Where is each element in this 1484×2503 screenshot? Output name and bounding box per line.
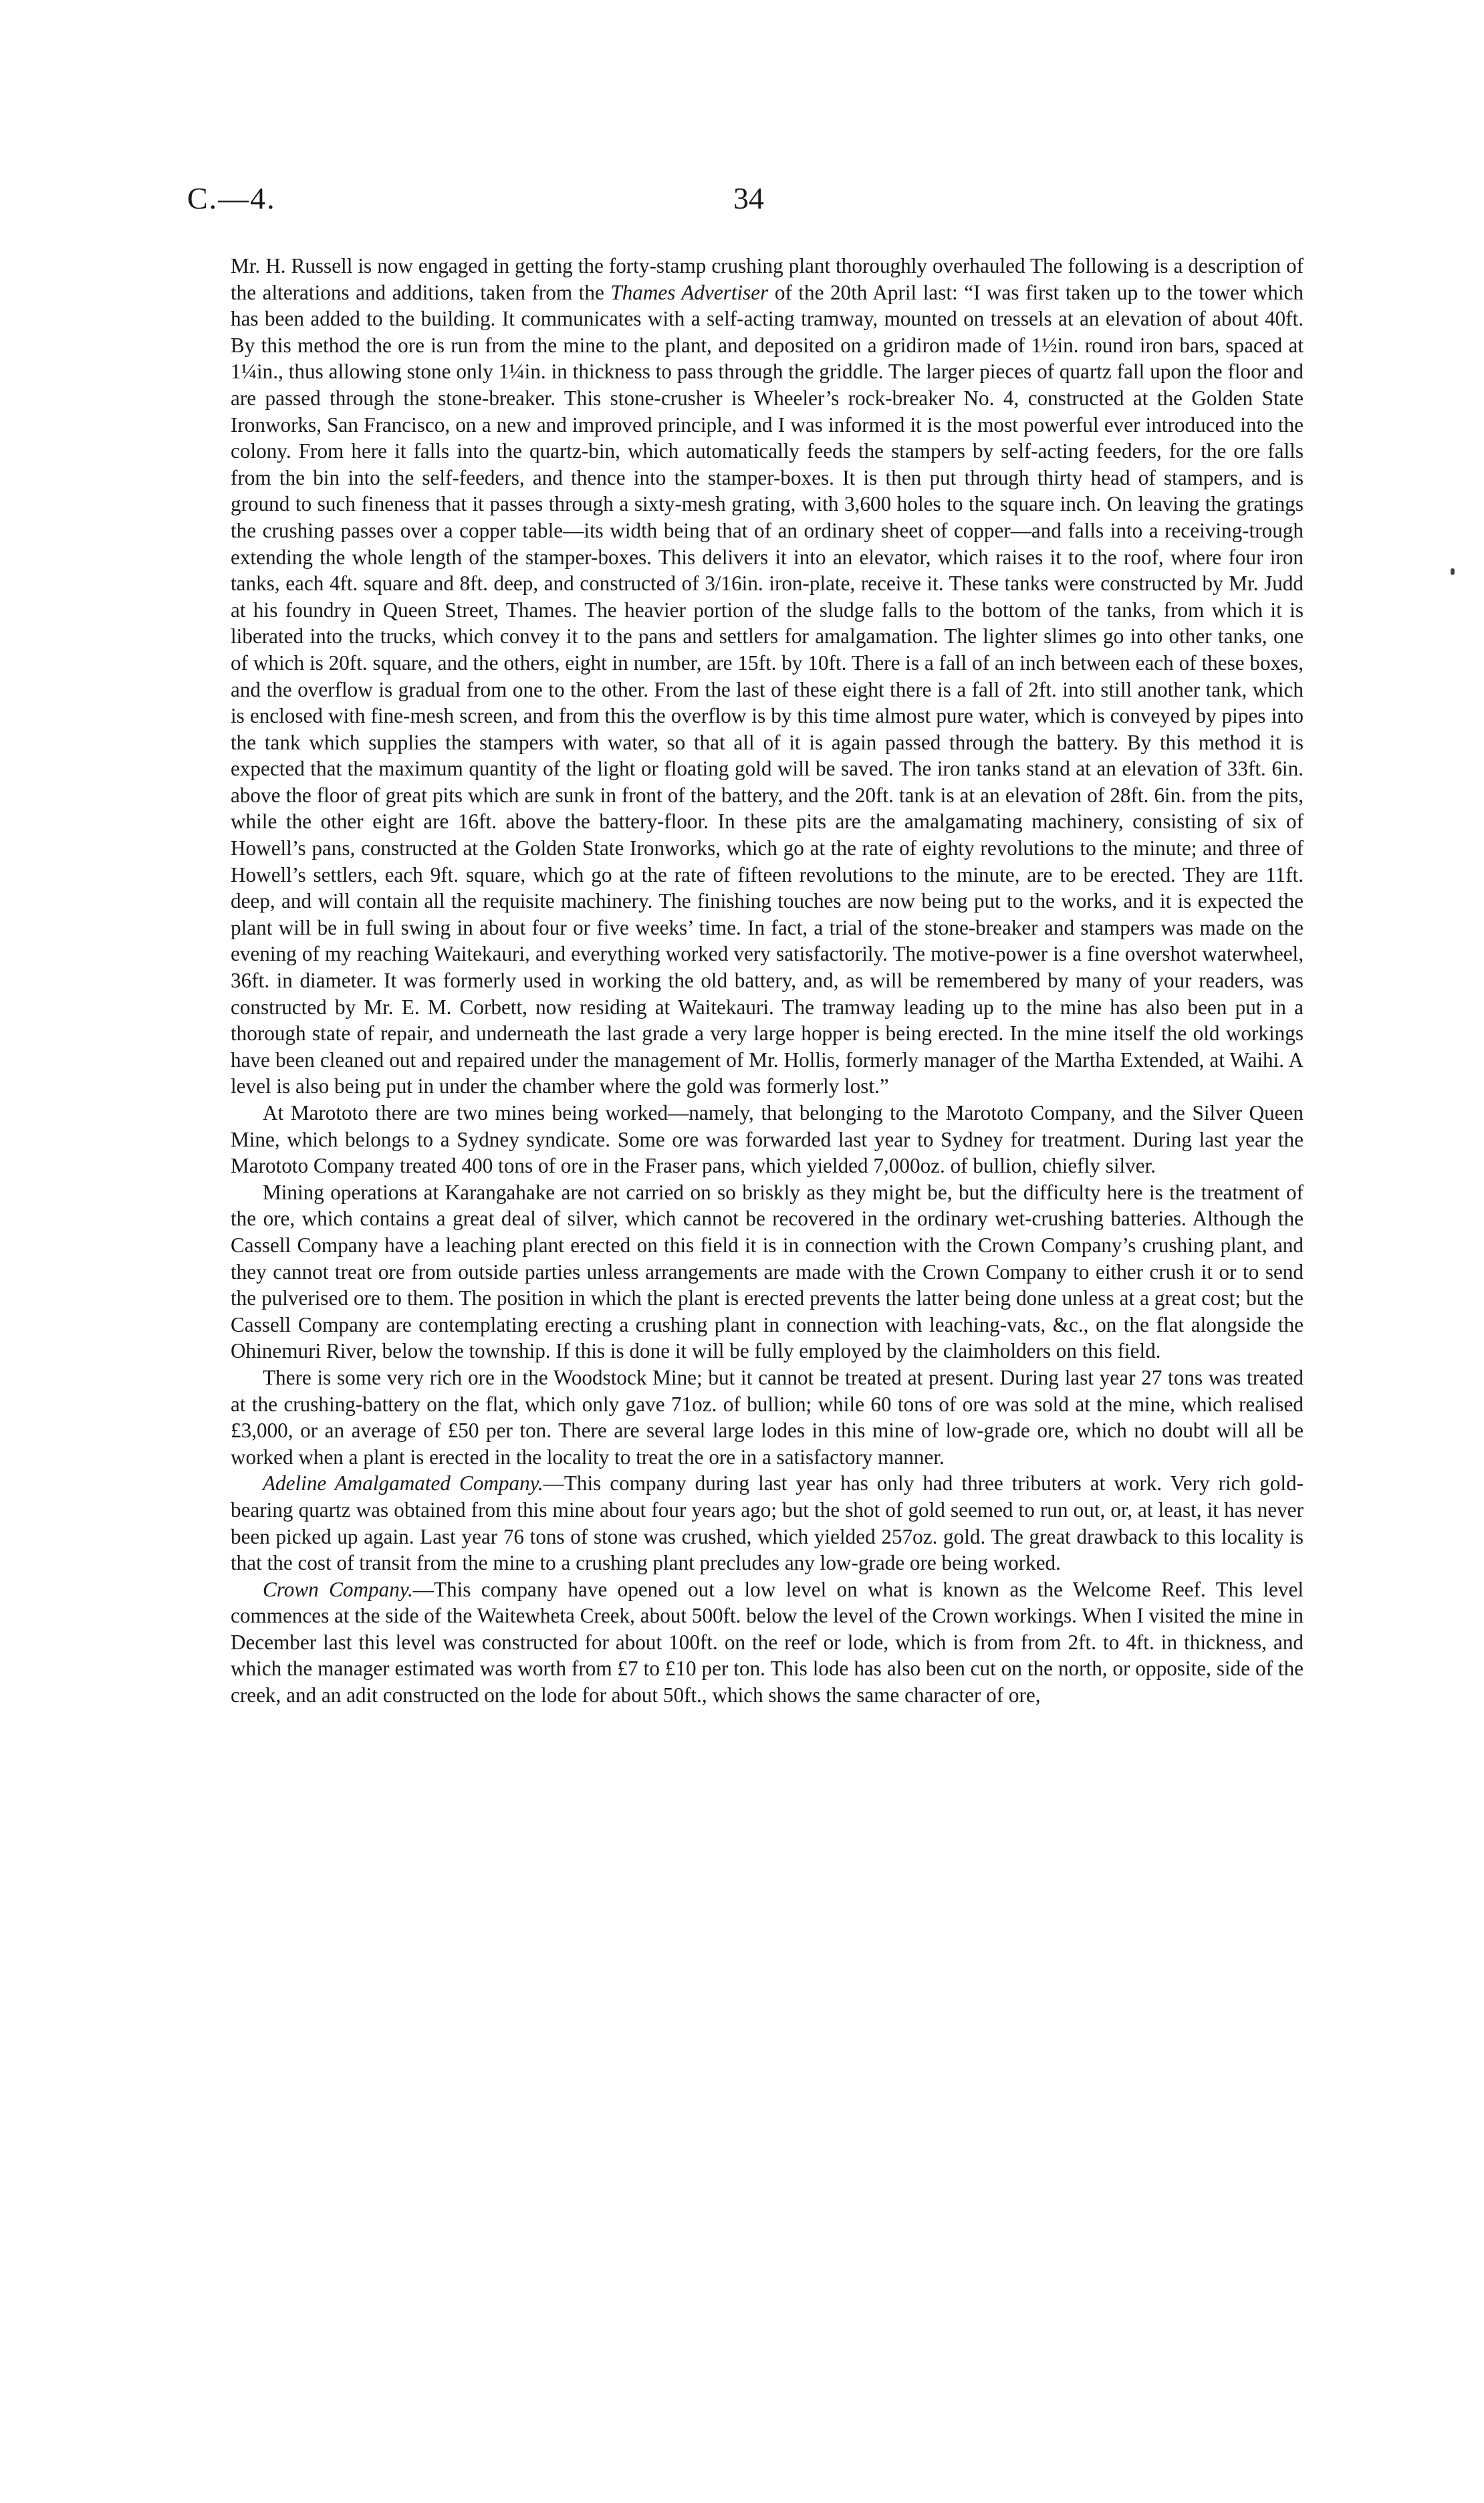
paragraph-karangahake xyxy=(231,1179,1304,1364)
text-run: There is some very rich ore in the Woodstock Mine; but it cannot be treated at present. During last year 27 tons was treated at the crushing-battery on the flat, which only gave 71oz. of bullion; while 60 tons of ore was sold at the mine, which realised £3,000, or an average of £50 per ton. There are several large lodes in this mine of low-grade ore, which no doubt will all be worked when a plant is erected in the locality to treat the ore in a satisfactory manner. xyxy=(231,1365,1304,1469)
page-header xyxy=(187,181,1310,234)
paragraph-adeline xyxy=(231,1470,1304,1576)
paragraph-woodstock xyxy=(231,1364,1304,1470)
newspaper-title: Thames Advertiser xyxy=(610,280,769,304)
text-run: of the 20th April last: “I was first taken up to the tower which has been added to the building. It communicates with a self-acting tramway, mounted on tressels at an elevation of about 40ft. By this method the ore is run from the mine to the plant, and deposited on a gridiron made of 1½in. round iron bars, spaced at 1¼in., thus allowing stone only 1¼in. in thickness to pass through the griddle. The larger pieces of quartz fall upon the floor and are passed through the stone-breaker. This stone-crusher is Wheeler’s rock-breaker No. 4, constructed at the Golden State Ironworks, San Francisco, on a new and improved principle, and I was informed it is the most powerful ever introduced into the colony. From here it falls into the quartz-bin, which automatically feeds the stampers by self-acting feeders, for the ore falls from the bin into the self-feeders, and thence into the stamper-boxes. It is then put through thirty head of stampers, and is ground to such fineness that it passes through a sixty-mesh grating, with 3,600 holes to the square inch. On leaving the gratings the crushing passes over a copper table—its width being that of an ordinary sheet of copper—and falls into a receiving-trough extending the whole length of the stamper-boxes. This delivers it into an elevator, which raises it to the roof, where four iron tanks, each 4ft. square and 8ft. deep, and constructed of 3/16in. iron-plate, receive it. These tanks were constructed by Mr. Judd at his foundry in Queen Street, Thames. The heavier portion of the sludge falls to the bottom of the tanks, from which it is liberated into the trucks, which convey it to the pans and settlers for amalgamation. The lighter slimes go into other tanks, one of which is 20ft. square, and the others, eight in number, are 15ft. by 10ft. There is a fall of an inch between each of these boxes, and the overflow is gradual from one to the other. From the last of these eight there is a fall of 2ft. into still another tank, which is enclosed with fine-mesh screen, and from this the overflow is by this time almost pure water, which is conveyed by pipes into the tank which supplies the stampers with water, so that all of it is again passed through the battery. By this method it is expected that the maximum quantity of the light or floating gold will be saved. The iron tanks stand at an elevation of 33ft. 6in. above the floor of great pits which are sunk in front of the battery, and the 20ft. tank is at an elevation of 28ft. 6in. from the pits, while the other eight are 16ft. above the battery-floor. In these pits are the amalgamating machinery, consisting of six of Howell’s pans, constructed at the Golden State Ironworks, which go at the rate of eighty revolutions to the minute; and three of Howell’s settlers, each 9ft. square, which go at the rate of fifteen revolutions to the minute, are to be erected. They are 11ft. deep, and will contain all the requisite machinery. The finishing touches are now being put to the works, and it is expected the plant will be in full swing in about four or five weeks’ time. In fact, a trial of the stone-breaker and stampers was made on the evening of my reaching Waitekauri, and everything worked very satisfactorily. The motive-power is a fine overshot waterwheel, 36ft. in diameter. It was formerly used in working the old battery, and, as will be remembered by many of your readers, was constructed by Mr. E. M. Corbett, now residing at Waitekauri. The tramway leading up to the mine has also been put in a thorough state of repair, and underneath the last grade a very large hopper is being erected. In the mine itself the old workings have been cleaned out and repaired under the management of Mr. Hollis, formerly manager of the Martha Extended, at Waihi. A level is also being put in under the chamber where the gold was formerly lost.” xyxy=(231,280,1304,1098)
text-run: At Marototo there are two mines being worked—namely, that belonging to the Marototo Company, and the Silver Queen Mine, which belongs to a Sydney syndicate. Some ore was forwarded last year to Sydney for treatment. During last year the Marototo Company treated 400 tons of ore in the Fraser pans, which yielded 7,000oz. of bullion, chiefly silver. xyxy=(231,1101,1304,1178)
page-number: 34 xyxy=(733,181,764,215)
text-run: Mr. H. Russell is now engaged in getting the forty-stamp crushing plant thoroughly overhauled The following is a description of the alterations and additions, taken from the xyxy=(231,254,1304,304)
paragraph-crown xyxy=(231,1576,1304,1709)
margin-ink-mark xyxy=(1451,568,1455,575)
paragraph-marototo xyxy=(231,1100,1304,1179)
text-run: —This company during last year has only had three tributers at work. Very rich gold-bearing quartz was obtained from this mine about four years ago; but the shot of gold seemed to run out, or, at least, it has never been picked up again. Last year 76 tons of stone was crushed, which yielded 257oz. gold. The great drawback to this locality is that the cost of transit from the mine to a crushing plant precludes any low-grade ore being worked. xyxy=(231,1471,1304,1575)
paragraph-russell-plant xyxy=(231,253,1304,1100)
document-reference: C.—4. xyxy=(187,181,276,215)
text-run: Mining operations at Karangahake are not carried on so briskly as they might be, but the difficulty here is the treatment of the ore, which contains a great deal of silver, which cannot be recovered in the ordinary wet-crushing batteries. Although the Cassell Company have a leaching plant erected on this field it is in connection with the Crown Company’s crushing plant, and they cannot treat ore from outside parties unless arrangements are made with the Crown Company to either crush it or to send the pulverised ore to them. The position in which the plant is erected prevents the latter being done unless at a great cost; but the Cassell Company are contemplating erecting a crushing plant in connection with leaching-vats, &c., on the flat alongside the Ohinemuri River, below the township. If this is done it will be fully employed by the claimholders on this field. xyxy=(231,1180,1304,1363)
section-heading: Crown Company. xyxy=(263,1577,413,1601)
body-text xyxy=(231,253,1304,1709)
text-run: —This company have opened out a low level on what is known as the Welcome Reef. This level commences at the side of the Waitewheta Creek, about 500ft. below the level of the Crown workings. When I visited the mine in December last this level was constructed for about 100ft. on the reef or lode, which is from from 2ft. to 4ft. in thickness, and which the manager estimated was worth from £7 to £10 per ton. This lode has also been cut on the north, or opposite, side of the creek, and an adit constructed on the lode for about 50ft., which shows the same character of ore, xyxy=(231,1577,1304,1707)
section-heading: Adeline Amalgamated Company. xyxy=(263,1471,543,1496)
